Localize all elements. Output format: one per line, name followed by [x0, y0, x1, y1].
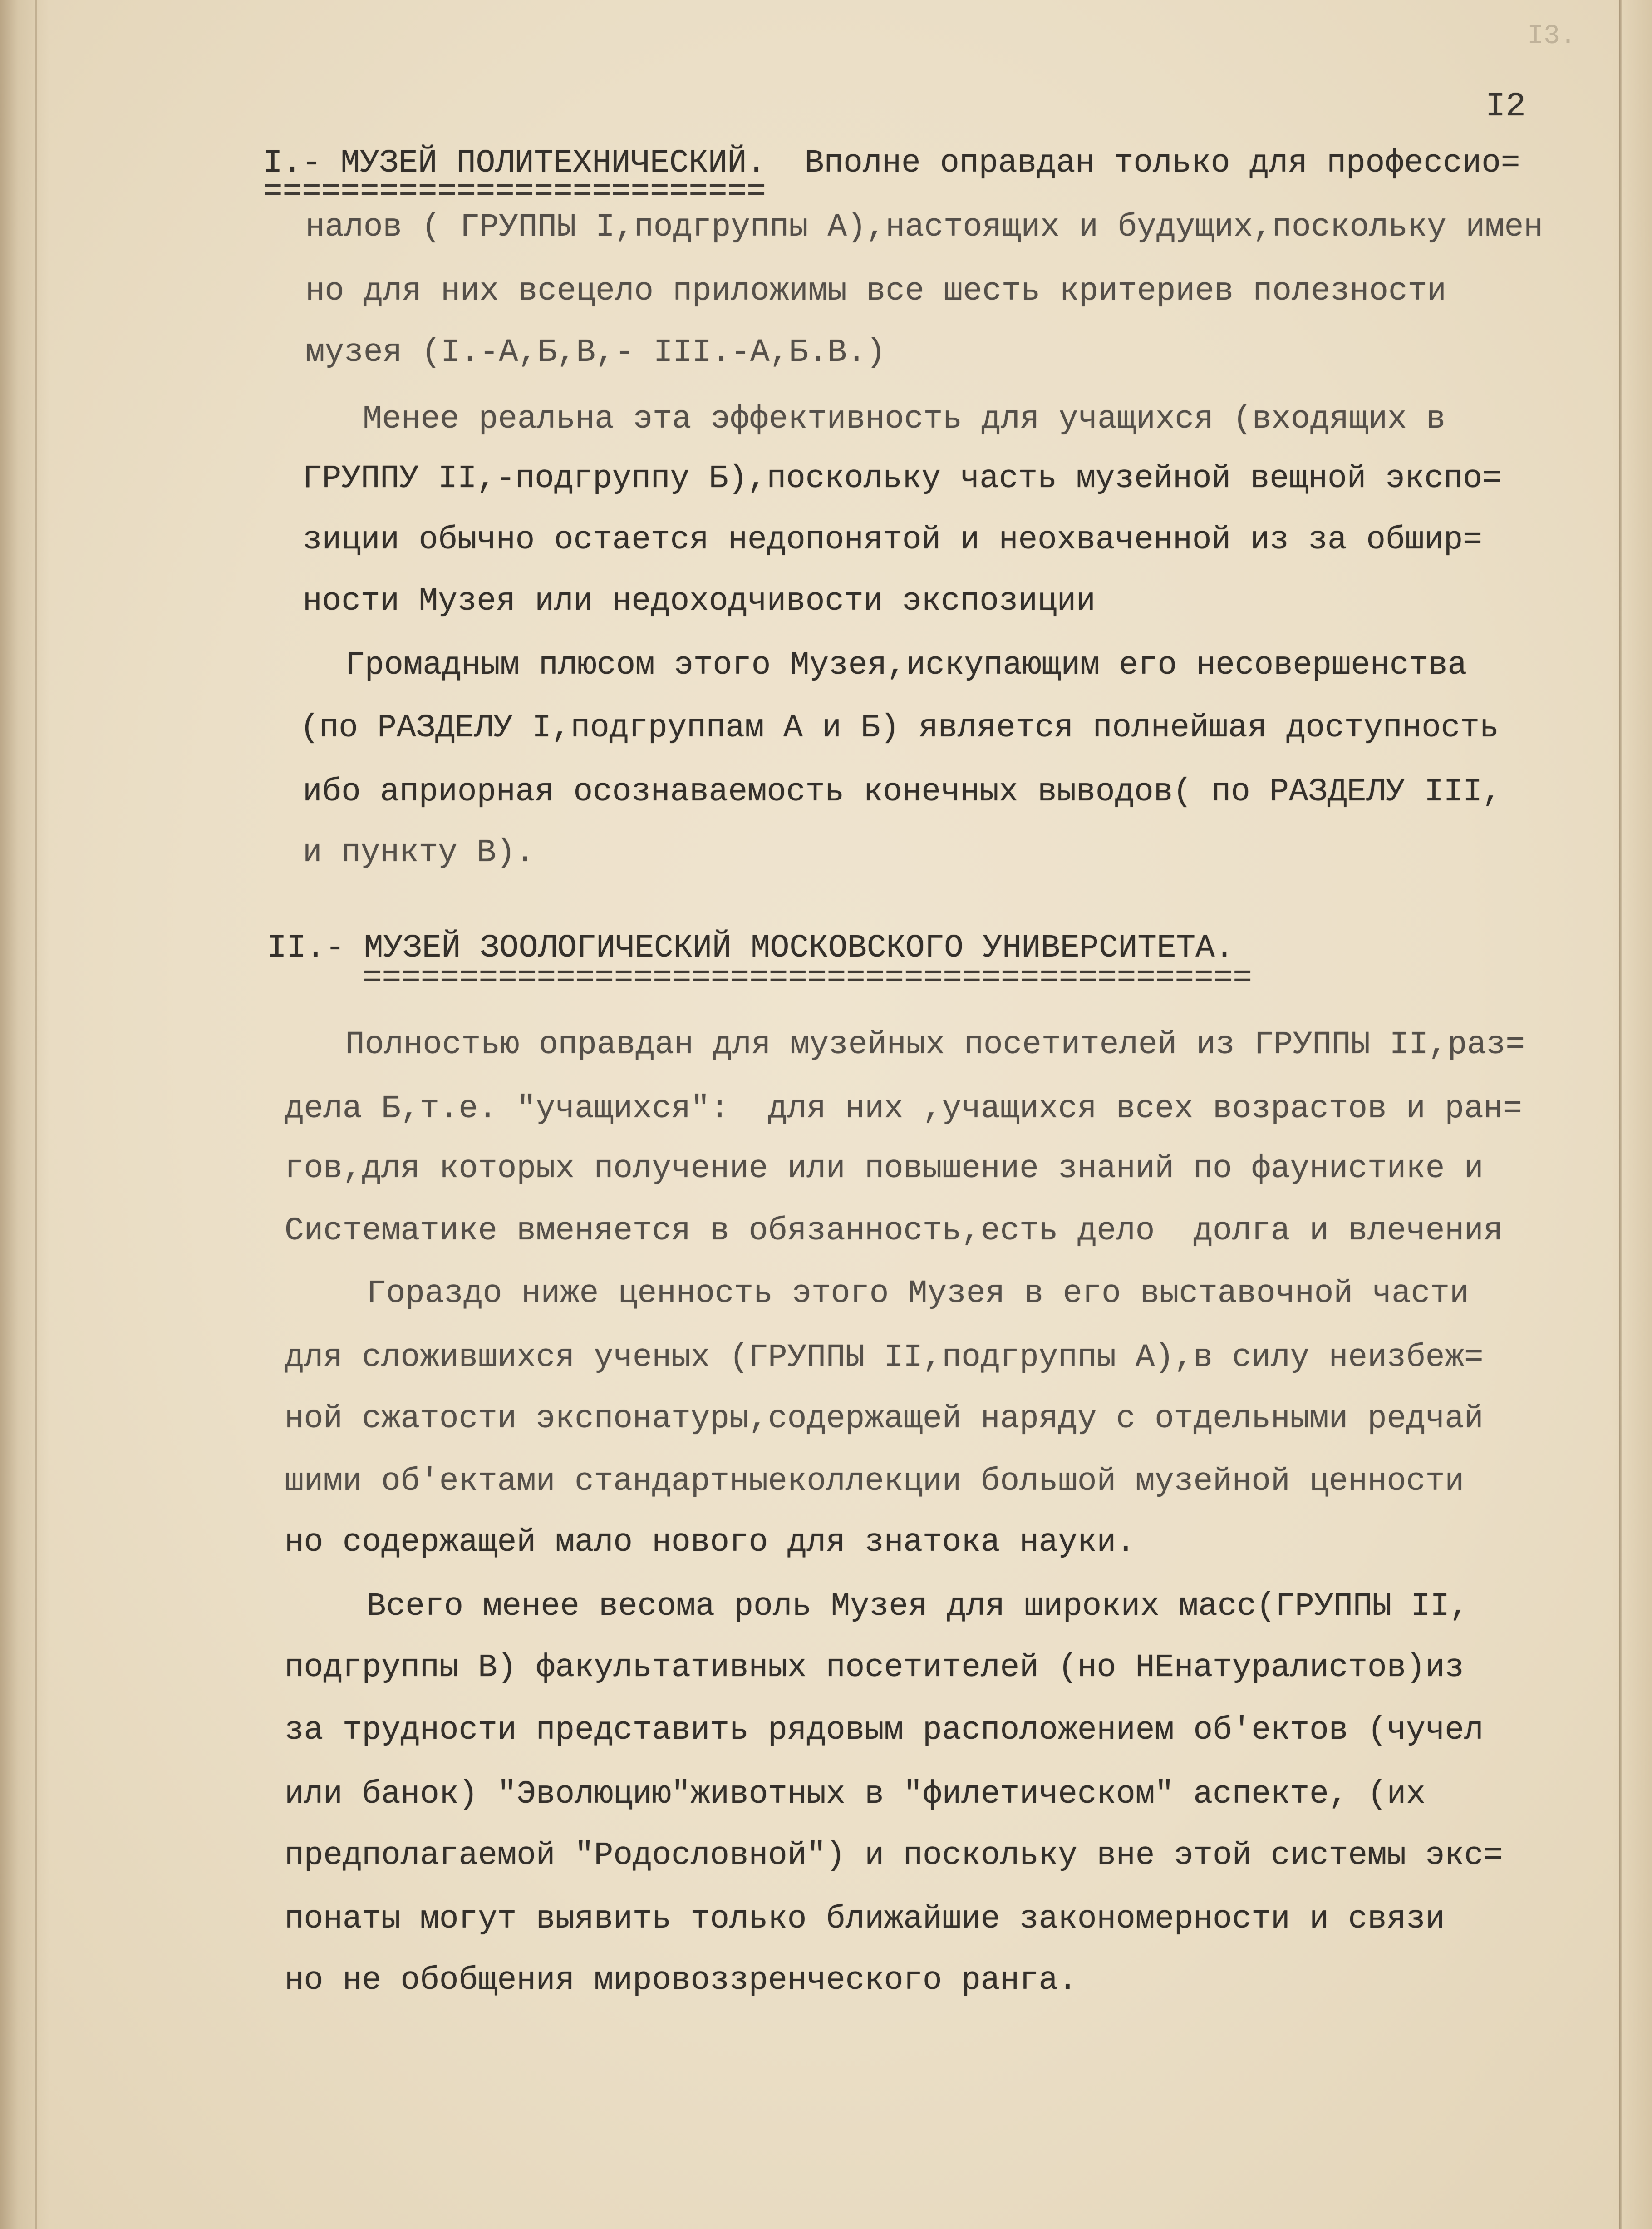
section-2-line: но не обобщения мировоззренческого ранга.	[285, 1963, 1077, 1999]
section-1-line: но для них всецело приложимы все шесть критериев полезности	[305, 273, 1446, 310]
section-2-line: Систематике вменяется в обязанность,есть дело долга и влечения	[285, 1213, 1503, 1249]
right-fold-line	[1619, 0, 1622, 2229]
section-1-line: ГРУППУ II,-подгруппу Б),поскольку часть музейной вещной экспо=	[303, 461, 1502, 497]
page-number: I2	[1485, 88, 1526, 126]
section-2-line: за трудности представить рядовым расположением об'ектов (чучел	[285, 1712, 1484, 1749]
section-1-line: Менее реальна эта эффективность для учащихся (входящих в	[363, 401, 1446, 438]
section-2-line: ной сжатости экспонатуры,содержащей наряду с отдельными редчай	[285, 1401, 1484, 1437]
section-1-line: зиции обычно остается недопонятой и неохваченной из за обшир=	[303, 522, 1483, 558]
section-1-heading-underline: ==========================	[263, 174, 766, 210]
section-1-line: (по РАЗДЕЛУ I,подгруппам А и Б) является полнейшая доступность	[300, 710, 1499, 746]
section-2-line: для сложившихся ученых (ГРУППЫ II,подгруппы А),в силу неизбеж=	[285, 1340, 1484, 1376]
section-2-line: дела Б,т.е. "учащихся": для них ,учащихся всех возрастов и ран=	[285, 1091, 1522, 1127]
section-2-line: Полностью оправдан для музейных посетителей из ГРУППЫ II,раз=	[345, 1027, 1525, 1063]
section-1-heading: I.- МУЗЕЙ ПОЛИТЕХНИЧЕСКИЙ.	[263, 145, 766, 182]
section-2-line: Гораздо ниже ценность этого Музея в его выставочной части	[367, 1276, 1469, 1312]
section-1-line: музея (I.-А,Б,В,- III.-А,Б.В.)	[305, 335, 886, 371]
section-1-line: и пункту В).	[303, 835, 535, 871]
section-2-heading-underline: ==============================================	[363, 960, 1252, 996]
section-2-line: но содержащей мало нового для знатока науки.	[285, 1524, 1136, 1561]
section-2-line: понаты могут выявить только ближайшие закономерности и связи	[285, 1901, 1445, 1938]
section-1-line: ибо априорная осознаваемость конечных выводов( по РАЗДЕЛУ III,	[303, 774, 1502, 810]
section-2-line: предполагаемой "Родословной") и поскольку вне этой системы экс=	[285, 1838, 1503, 1874]
section-1-lead-text: Вполне оправдан только для профессио=	[766, 145, 1520, 182]
section-2-line: Всего менее весома роль Музея для широких масс(ГРУППЫ II,	[367, 1588, 1469, 1625]
left-binding-edge	[35, 0, 37, 2229]
section-2-line: подгруппы В) факультативных посетителей (но НЕнатуралистов)из	[285, 1650, 1465, 1686]
section-2-line: или банок) "Эволюцию"животных в "филетическом" аспекте, (их	[285, 1776, 1426, 1813]
section-1-line: ности Музея или недоходчивости экспозиции	[303, 583, 1096, 620]
section-1-line: налов ( ГРУППЫ I,подгруппы А),настоящих и будущих,поскольку имен	[305, 209, 1543, 246]
section-2-heading: II.- МУЗЕЙ ЗООЛОГИЧЕСКИЙ МОСКОВСКОГО УНИВЕРСИТЕТА.	[267, 930, 1234, 967]
section-1-line: Громадным плюсом этого Музея,искупающим его несовершенства	[345, 647, 1467, 684]
section-2-line: шими об'ектами стандартныеколлекции большой музейной ценности	[285, 1464, 1465, 1500]
section-2-line: гов,для которых получение или повышение знаний по фаунистике и	[285, 1151, 1484, 1187]
ghost-page-number: I3.	[1527, 21, 1577, 52]
